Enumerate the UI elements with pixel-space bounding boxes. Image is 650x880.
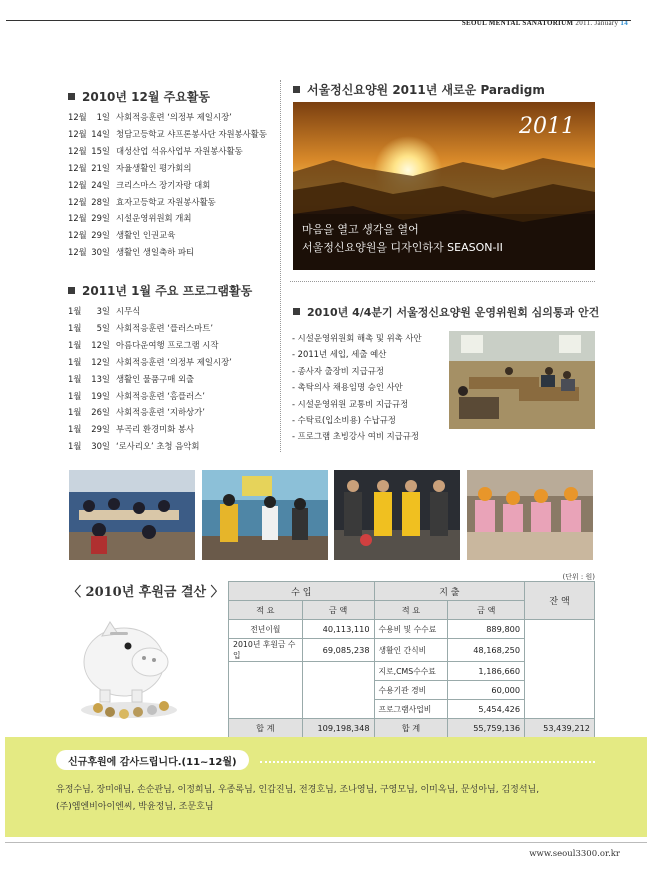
list-item: - 종사자 출장비 지급규정 xyxy=(292,365,384,376)
strip-photo-1 xyxy=(69,470,195,560)
donor-names xyxy=(56,782,539,816)
list-item: - 시설운영위원회 해촉 및 위촉 사안 xyxy=(292,333,422,343)
list-item: 1월 3일 시무식 xyxy=(68,306,141,316)
list-item: 1월 5일 사회적응훈련 ‘플러스마트’ xyxy=(68,322,213,333)
list-item: 12월 14일 청담고등학교 샤프론봉사단 자원봉사활동 xyxy=(68,128,267,139)
list-item: 1월 30일 ‘로사리오’ 초청 음악회 xyxy=(68,441,200,452)
expense-header: 지 출 xyxy=(374,582,525,601)
table-row: 2010년 후원금 수입 69,085,238 생활인 간식비 48,168,250 xyxy=(229,639,595,662)
list-item: 12월 28일 효자고등학교 자원봉사활동 xyxy=(68,196,216,207)
header-rule xyxy=(6,20,631,21)
header-brand: SEOUL MENTAL SANATORIUM xyxy=(461,19,574,27)
january-title: 2011년 1월 주요 프로그램활동 xyxy=(68,282,252,299)
table-row: 전년이월 40,113,110 수용비 및 수수료 889,800 xyxy=(229,620,595,639)
list-item: 12월 29일 생활인 인권교육 xyxy=(68,230,176,241)
table-row: 프로그램사업비 5,454,426 xyxy=(229,700,595,719)
list-item: 12월 15일 대성산업 석유사업부 자원봉사활동 xyxy=(68,145,243,156)
square-bullet-icon xyxy=(68,93,75,100)
list-item: 12월 30일 생활인 생일축하 파티 xyxy=(68,247,195,258)
list-item: - 프로그램 초빙강사 여비 지급규정 xyxy=(292,431,419,442)
fund-table xyxy=(228,581,595,738)
square-bullet-icon xyxy=(293,86,300,93)
list-item: 1월 29일 부곡리 환경미화 봉사 xyxy=(68,424,195,435)
meeting-photo xyxy=(449,331,595,429)
december-activity-list xyxy=(68,109,267,261)
col-income-amount: 금 액 xyxy=(302,601,374,620)
col-expense-amount: 금 액 xyxy=(448,601,525,620)
list-item: 1월 12일 사회적응훈련 ‘의정부 제일시장’ xyxy=(68,356,232,367)
page-header xyxy=(0,10,650,26)
paradigm-caption-line2: 서울정신요양원을 디자인하자 SEASON-II xyxy=(302,241,503,254)
sunset-mountain-photo xyxy=(293,102,595,270)
thanks-dotted-rule xyxy=(260,761,595,763)
income-header: 수 입 xyxy=(229,582,375,601)
list-item: - 2011년 세입, 세출 예산 xyxy=(292,349,387,360)
paradigm-title: 서울정신요양원 2011년 새로운 Paradigm xyxy=(293,81,545,98)
unit-label: (단위 : 원) xyxy=(562,573,595,581)
col-expense-item: 적 요 xyxy=(374,601,448,620)
total-row: 합 계 109,198,348 합 계 55,759,136 53,439,212 xyxy=(229,719,595,738)
column-divider xyxy=(280,80,281,452)
footer-url: www.seoul3300.or.kr xyxy=(529,849,620,859)
paradigm-caption-line1: 마음을 열고 생각을 열어 xyxy=(302,223,419,236)
committee-title: 2010년 4/4분기 서울정신요양원 운영위원회 심의통과 안건 xyxy=(293,304,599,320)
square-bullet-icon xyxy=(68,287,75,294)
page-number: 14 xyxy=(620,19,628,27)
donor-line-2: (주)엠엔비아이엔씨, 박윤정님, 조문호님 xyxy=(56,802,214,812)
balance-header: 잔 액 xyxy=(525,582,595,620)
piggy-bank-icon xyxy=(74,610,184,725)
list-item: 12월 24일 크리스마스 장기자랑 대회 xyxy=(68,179,211,190)
january-activity-list xyxy=(68,303,232,455)
paradigm-year: 2011 xyxy=(519,114,575,139)
list-item: 1월 19일 사회적응훈련 ‘홈플러스’ xyxy=(68,390,205,401)
list-item: - 촉탁의사 채용임명 승인 사안 xyxy=(292,382,403,393)
list-item: 12월 21일 자율생활인 평가회의 xyxy=(68,162,192,173)
square-bullet-icon xyxy=(293,308,300,315)
table-row: 수용기관 경비 60,000 xyxy=(229,681,595,700)
list-item: 1월 13일 생활인 물품구매 외출 xyxy=(68,373,195,384)
donor-line-1: 유정수님, 장미애님, 손순관님, 이정희님, 우종록님, 인갑진님, 전경호님, 조나영님, 구영모님, 이미옥님, 문성아님, 김정석님, xyxy=(56,785,540,795)
col-income-item: 적 요 xyxy=(229,601,303,620)
table-row: 지로,CMS수수료 1,186,660 xyxy=(229,662,595,681)
list-item: 12월 1일 사회적응훈련 ‘의정부 제일시장’ xyxy=(68,112,232,122)
list-item: 12월 29일 시설운영위원회 개최 xyxy=(68,213,192,224)
list-item: - 수탁료(입소비용) 수납규정 xyxy=(292,415,396,426)
header-date: 2011. January xyxy=(575,19,619,27)
list-item: - 시설운영위원 교통비 지급규정 xyxy=(292,398,409,409)
footer-rule xyxy=(5,842,647,843)
fund-title: 〈 2010년 후원금 결산 〉 xyxy=(68,585,224,600)
december-title: 2010년 12월 주요활동 xyxy=(68,88,210,105)
list-item: 1월 26일 사회적응훈련 ‘지하상가’ xyxy=(68,407,205,418)
list-item: 1월 12일 아름다운여행 프로그램 시작 xyxy=(68,339,219,350)
thanks-title: 신규후원에 감사드립니다.(11~12월) xyxy=(56,750,249,770)
strip-photo-3 xyxy=(334,470,460,560)
committee-agenda-list xyxy=(292,330,422,445)
strip-photo-2 xyxy=(202,470,328,560)
strip-photo-4 xyxy=(467,470,593,560)
section-divider xyxy=(290,281,595,282)
